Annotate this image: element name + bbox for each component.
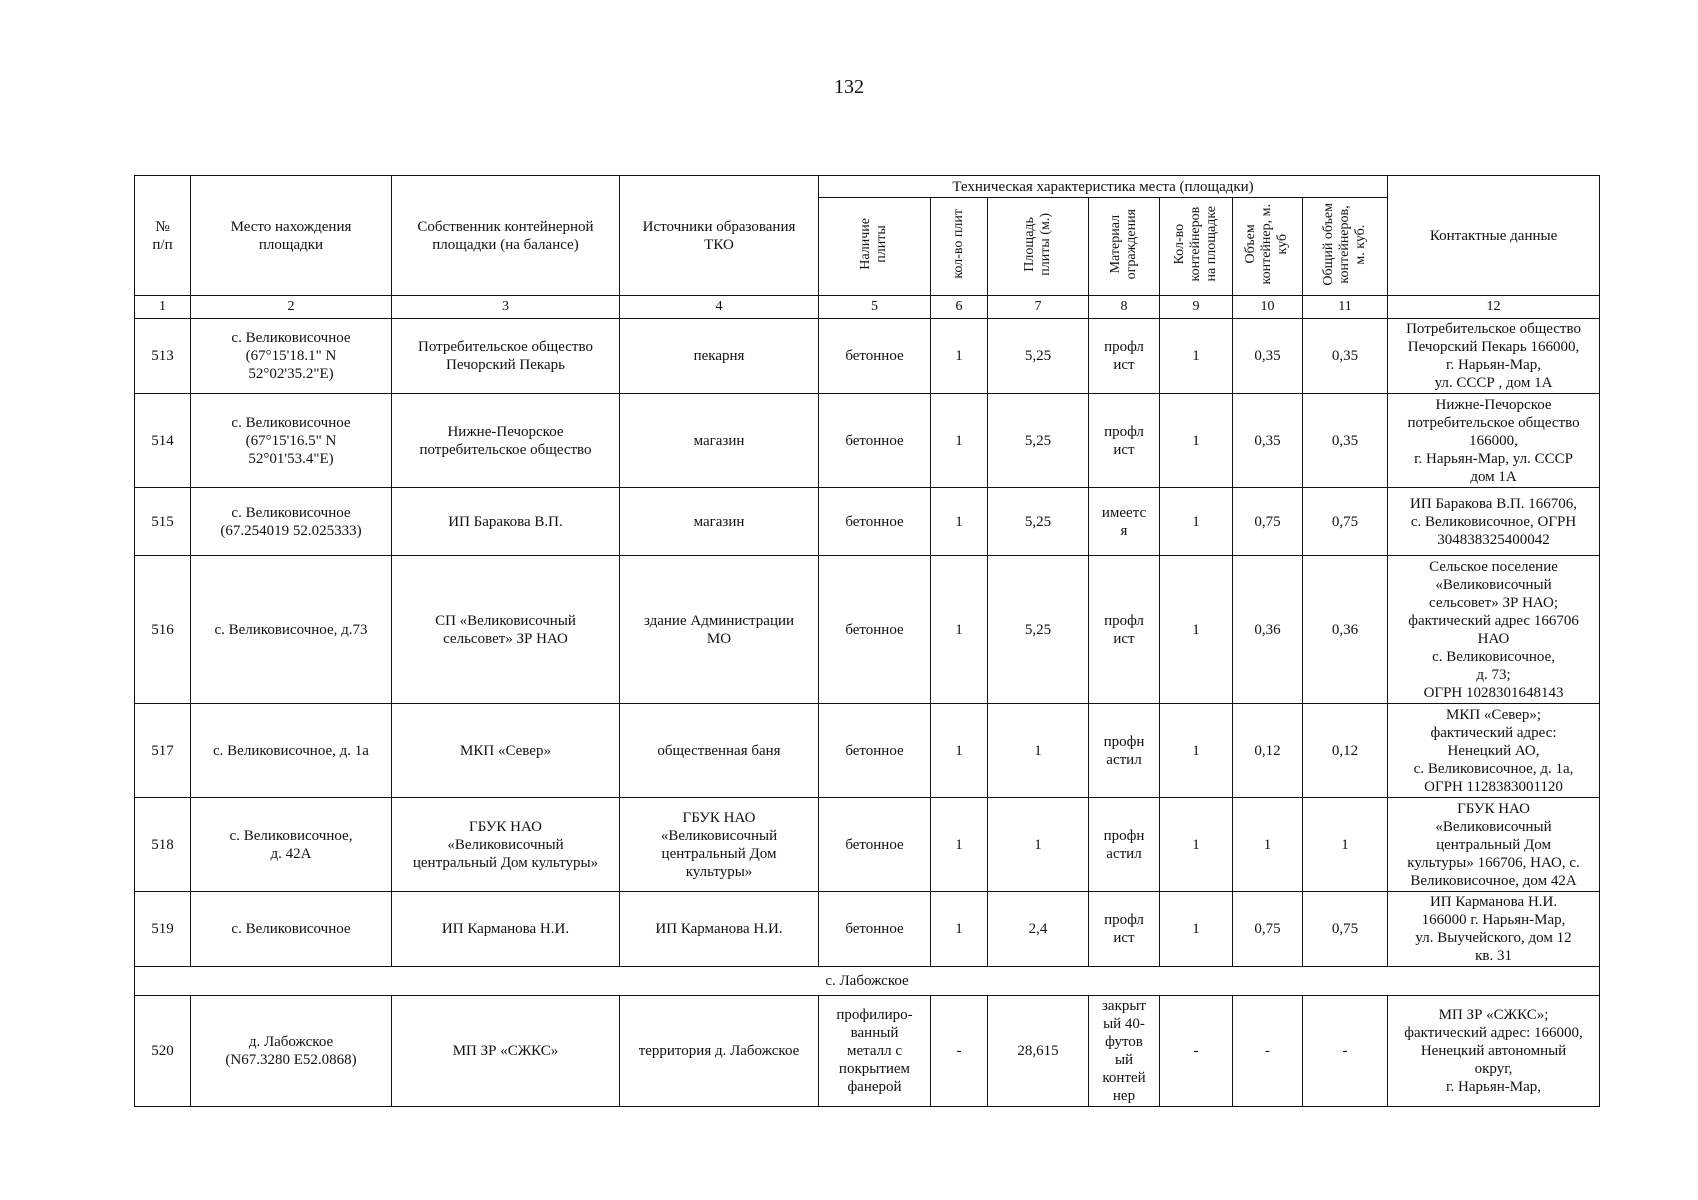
row-owner: Нижне-Печорское потребительское общество (392, 394, 620, 488)
row-slab-count: 1 (931, 556, 988, 704)
column-index: 5 (819, 296, 931, 319)
row-slab-count: 1 (931, 892, 988, 967)
row-owner: МП ЗР «СЖКС» (392, 996, 620, 1107)
column-index: 9 (1160, 296, 1233, 319)
column-index: 12 (1388, 296, 1600, 319)
row-total-volume: 0,35 (1303, 394, 1388, 488)
row-location: с. Великовисочное (67°15'18.1" N 52°02'35.2"E) (191, 319, 392, 394)
row-area: 1 (988, 798, 1089, 892)
row-volume: 0,75 (1233, 892, 1303, 967)
header-fence-cell (1089, 198, 1160, 296)
row-containers: 1 (1160, 704, 1233, 798)
header-containers: Кол-во контейнеров на площадке (1171, 206, 1220, 282)
row-slab: бетонное (819, 319, 931, 394)
row-num: 520 (135, 996, 191, 1107)
column-index: 4 (620, 296, 819, 319)
row-location: с. Великовисочное (67.254019 52.025333) (191, 488, 392, 556)
header-fence: Материал ограждения (1107, 208, 1139, 280)
row-contacts: ИП Карманова Н.И. 166000 г. Нарьян-Мар, ул. Выучейского, дом 12 кв. 31 (1388, 892, 1600, 967)
row-contacts: ИП Баракова В.П. 166706, с. Великовисочное, ОГРН 304838325400042 (1388, 488, 1600, 556)
row-owner: СП «Великовисочный сельсовет» ЗР НАО (392, 556, 620, 704)
row-sources: общественная баня (620, 704, 819, 798)
row-containers: 1 (1160, 798, 1233, 892)
header-num: № п/п (135, 176, 191, 296)
header-sources: Источники образования ТКО (620, 176, 819, 296)
table-row (135, 556, 1600, 704)
row-sources: здание Администрации МО (620, 556, 819, 704)
row-location: с. Великовисочное (191, 892, 392, 967)
row-slab: бетонное (819, 488, 931, 556)
column-index-row (135, 296, 1600, 319)
header-owner: Собственник контейнерной площадки (на балансе) (392, 176, 620, 296)
row-num: 516 (135, 556, 191, 704)
column-index: 7 (988, 296, 1089, 319)
row-containers: 1 (1160, 319, 1233, 394)
row-contacts: Сельское поселение «Великовисочный сельсовет» ЗР НАО; фактический адрес 166706 НАО с. Великовисочное, д. 73; ОГРН 1028301648143 (1388, 556, 1600, 704)
row-slab-count: 1 (931, 798, 988, 892)
row-slab: бетонное (819, 394, 931, 488)
table-row (135, 319, 1600, 394)
row-location: с. Великовисочное, д. 42А (191, 798, 392, 892)
row-slab: бетонное (819, 892, 931, 967)
table-row (135, 892, 1600, 967)
header-slab-count: кол-во плит (950, 209, 966, 279)
table-row (135, 798, 1600, 892)
table-row (135, 996, 1600, 1107)
row-slab: профилиро- ванный металл с покрытием фанерой (819, 996, 931, 1107)
row-fence: профн астил (1089, 798, 1160, 892)
row-owner: Потребительское общество Печорский Пекарь (392, 319, 620, 394)
row-num: 518 (135, 798, 191, 892)
row-contacts: ГБУК НАО «Великовисочный центральный Дом культуры» 166706, НАО, с. Великовисочное, дом 42А (1388, 798, 1600, 892)
row-slab-count: 1 (931, 704, 988, 798)
row-total-volume: 0,36 (1303, 556, 1388, 704)
header-total-volume: Общий объем контейнеров, м. куб. (1320, 202, 1369, 286)
header-area: Площадь плиты (м.) (1021, 212, 1053, 276)
column-index: 6 (931, 296, 988, 319)
row-containers: 1 (1160, 556, 1233, 704)
row-containers: 1 (1160, 488, 1233, 556)
row-num: 519 (135, 892, 191, 967)
row-slab-count: 1 (931, 319, 988, 394)
header-tech-group: Техническая характеристика места (площадки) (819, 176, 1388, 198)
header-location: Место нахождения площадки (191, 176, 392, 296)
row-volume: 1 (1233, 798, 1303, 892)
row-slab: бетонное (819, 798, 931, 892)
row-volume: 0,36 (1233, 556, 1303, 704)
row-containers: 1 (1160, 394, 1233, 488)
row-sources: ГБУК НАО «Великовисочный центральный Дом культуры» (620, 798, 819, 892)
row-containers: 1 (1160, 892, 1233, 967)
row-sources: ИП Карманова Н.И. (620, 892, 819, 967)
table-row (135, 394, 1600, 488)
header-containers-cell (1160, 198, 1233, 296)
row-area: 28,615 (988, 996, 1089, 1107)
table-row (135, 488, 1600, 556)
row-fence: профл ист (1089, 556, 1160, 704)
column-index: 8 (1089, 296, 1160, 319)
page-number: 132 (834, 76, 864, 98)
row-volume: 0,35 (1233, 319, 1303, 394)
row-slab: бетонное (819, 556, 931, 704)
row-owner: ГБУК НАО «Великовисочный центральный Дом культуры» (392, 798, 620, 892)
row-area: 5,25 (988, 319, 1089, 394)
row-total-volume: 0,75 (1303, 892, 1388, 967)
row-fence: профл ист (1089, 319, 1160, 394)
header-slab-count-cell (931, 198, 988, 296)
header-total-volume-cell (1303, 198, 1388, 296)
row-total-volume: 0,12 (1303, 704, 1388, 798)
column-index: 1 (135, 296, 191, 319)
header-slab-cell (819, 198, 931, 296)
row-num: 514 (135, 394, 191, 488)
row-slab-count: 1 (931, 488, 988, 556)
row-fence: профл ист (1089, 394, 1160, 488)
row-location: с. Великовисочное (67°15'16.5" N 52°01'53.4"E) (191, 394, 392, 488)
container-sites-table (134, 175, 1600, 1107)
row-volume: 0,75 (1233, 488, 1303, 556)
row-num: 515 (135, 488, 191, 556)
column-index: 11 (1303, 296, 1388, 319)
row-total-volume: - (1303, 996, 1388, 1107)
header-contacts: Контактные данные (1388, 176, 1600, 296)
row-contacts: МКП «Север»; фактический адрес: Ненецкий АО, с. Великовисочное, д. 1а, ОГРН 1128383001120 (1388, 704, 1600, 798)
row-fence: закрыт ый 40- футов ый контей нер (1089, 996, 1160, 1107)
row-fence: имеетс я (1089, 488, 1160, 556)
row-containers: - (1160, 996, 1233, 1107)
row-area: 1 (988, 704, 1089, 798)
row-sources: магазин (620, 488, 819, 556)
row-location: д. Лабожское (N67.3280 E52.0868) (191, 996, 392, 1107)
header-volume: Объем контейнер, м. куб (1243, 203, 1291, 285)
section-title: с. Лабожское (135, 967, 1600, 996)
section-row (135, 967, 1600, 996)
row-slab: бетонное (819, 704, 931, 798)
row-num: 517 (135, 704, 191, 798)
row-volume: 0,12 (1233, 704, 1303, 798)
row-owner: ИП Карманова Н.И. (392, 892, 620, 967)
row-area: 5,25 (988, 488, 1089, 556)
row-location: с. Великовисочное, д. 1а (191, 704, 392, 798)
row-contacts: Потребительское общество Печорский Пекарь 166000, г. Нарьян-Мар, ул. СССР , дом 1А (1388, 319, 1600, 394)
row-volume: - (1233, 996, 1303, 1107)
row-fence: профн астил (1089, 704, 1160, 798)
row-contacts: МП ЗР «СЖКС»; фактический адрес: 166000, Ненецкий автономный округ, г. Нарьян-Мар, (1388, 996, 1600, 1107)
row-total-volume: 0,35 (1303, 319, 1388, 394)
row-owner: ИП Баракова В.П. (392, 488, 620, 556)
header-volume-cell (1233, 198, 1303, 296)
row-total-volume: 1 (1303, 798, 1388, 892)
row-area: 2,4 (988, 892, 1089, 967)
row-contacts: Нижне-Печорское потребительское общество 166000, г. Нарьян-Мар, ул. СССР дом 1А (1388, 394, 1600, 488)
row-total-volume: 0,75 (1303, 488, 1388, 556)
table-row (135, 704, 1600, 798)
column-index: 10 (1233, 296, 1303, 319)
row-slab-count: 1 (931, 394, 988, 488)
row-sources: территория д. Лабожское (620, 996, 819, 1107)
column-index: 3 (392, 296, 620, 319)
row-sources: магазин (620, 394, 819, 488)
column-index: 2 (191, 296, 392, 319)
header-area-cell (988, 198, 1089, 296)
data-rows (135, 319, 1600, 967)
row-owner: МКП «Север» (392, 704, 620, 798)
header-slab: Наличие плиты (858, 218, 890, 270)
row-num: 513 (135, 319, 191, 394)
row-sources: пекарня (620, 319, 819, 394)
row-fence: профл ист (1089, 892, 1160, 967)
row-area: 5,25 (988, 556, 1089, 704)
row-location: с. Великовисочное, д.73 (191, 556, 392, 704)
row-area: 5,25 (988, 394, 1089, 488)
row-volume: 0,35 (1233, 394, 1303, 488)
row-slab-count: - (931, 996, 988, 1107)
